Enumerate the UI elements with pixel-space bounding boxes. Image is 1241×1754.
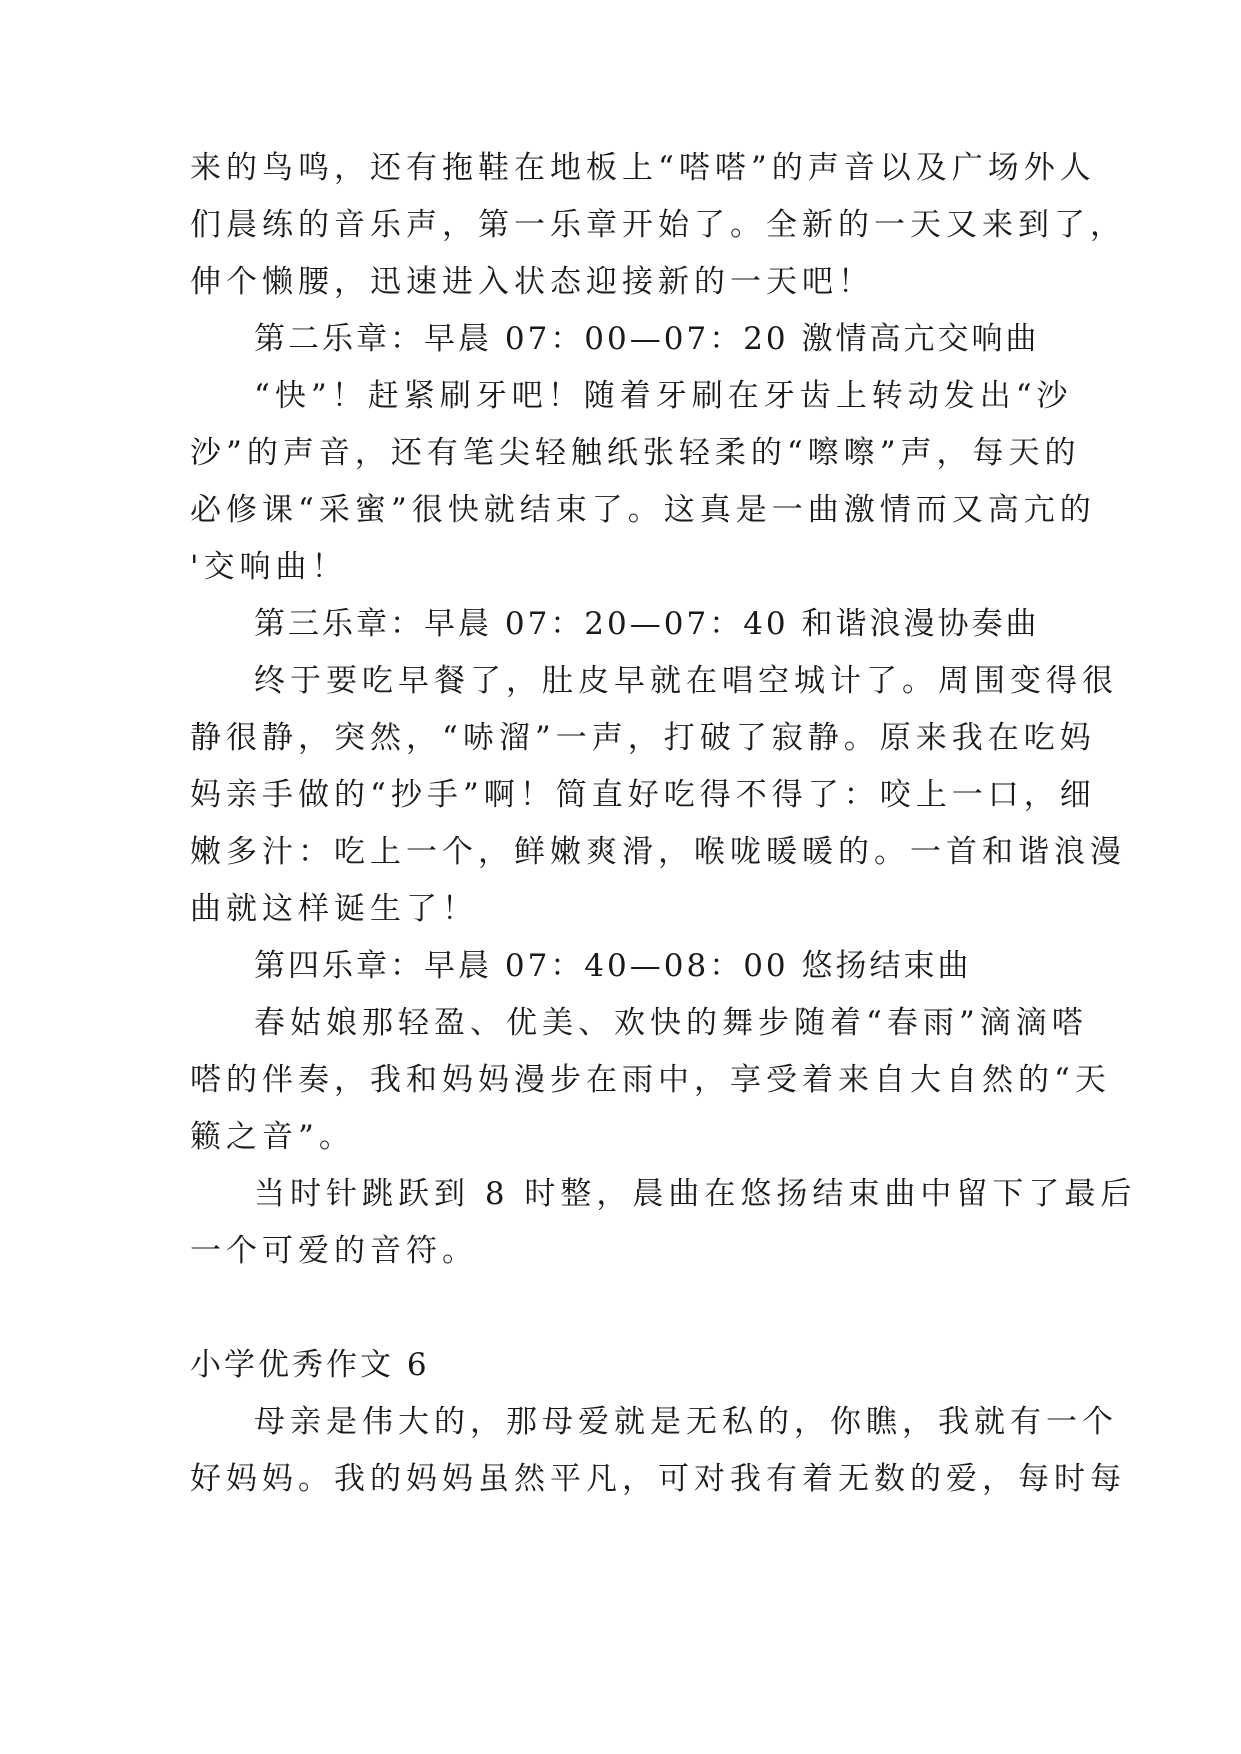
paragraph-line: 一个可爱的音符。	[190, 1233, 478, 1269]
paragraph-line: 们晨练的音乐声，第一乐章开始了。全新的一天又来到了，	[190, 207, 1126, 243]
essay-title: 小学优秀作文 6	[190, 1347, 430, 1383]
paragraph-line: 妈亲手做的“抄手”啊！简直好吃得不得了：咬上一口，细	[190, 777, 1096, 813]
paragraph-line: 嫩多汁：吃上一个，鲜嫩爽滑，喉咙暖暖的。一首和谐浪漫	[190, 834, 1126, 870]
paragraph-line: 沙”的声音，还有笔尖轻触纸张轻柔的“嚓嚓”声，每天的	[190, 435, 1081, 471]
paragraph-line: 伸个懒腰，迅速进入状态迎接新的一天吧！	[190, 264, 874, 300]
paragraph-line: 春姑娘那轻盈、优美、欢快的舞步随着“春雨”滴滴嗒	[254, 1005, 1088, 1041]
paragraph-line: '交响曲！	[190, 549, 348, 585]
section-heading: 第四乐章：早晨 07：40—08：00 悠扬结束曲	[254, 948, 972, 984]
paragraph-line: 必修课“采蜜”很快就结束了。这真是一曲激情而又高亢的	[190, 492, 1096, 528]
section-heading: 第三乐章：早晨 07：20—07：40 和谐浪漫协奏曲	[254, 606, 1040, 642]
paragraph-line: 终于要吃早餐了，肚皮早就在唱空城计了。周围变得很	[254, 663, 1118, 699]
paragraph-line: 当时针跳跃到 8 时整，晨曲在悠扬结束曲中留下了最后	[254, 1176, 1137, 1212]
paragraph-line: 好妈妈。我的妈妈虽然平凡，可对我有着无数的爱，每时每	[190, 1461, 1126, 1497]
section-heading: 第二乐章：早晨 07：00—07：20 激情高亢交响曲	[254, 321, 1040, 357]
paragraph-line: 静很静，突然，“哧溜”一声，打破了寂静。原来我在吃妈	[190, 720, 1096, 756]
paragraph-line: 母亲是伟大的，那母爱就是无私的，你瞧，我就有一个	[254, 1404, 1118, 1440]
paragraph-line: 嗒的伴奏，我和妈妈漫步在雨中，享受着来自大自然的“天	[190, 1062, 1111, 1098]
paragraph-line: 曲就这样诞生了！	[190, 891, 478, 927]
paragraph-line: “快”！赶紧刷牙吧！随着牙刷在牙齿上转动发出“沙	[254, 378, 1073, 414]
paragraph-line: 籁之音”。	[190, 1119, 355, 1155]
paragraph-line: 来的鸟鸣，还有拖鞋在地板上“嗒嗒”的声音以及广场外人	[190, 150, 1096, 186]
